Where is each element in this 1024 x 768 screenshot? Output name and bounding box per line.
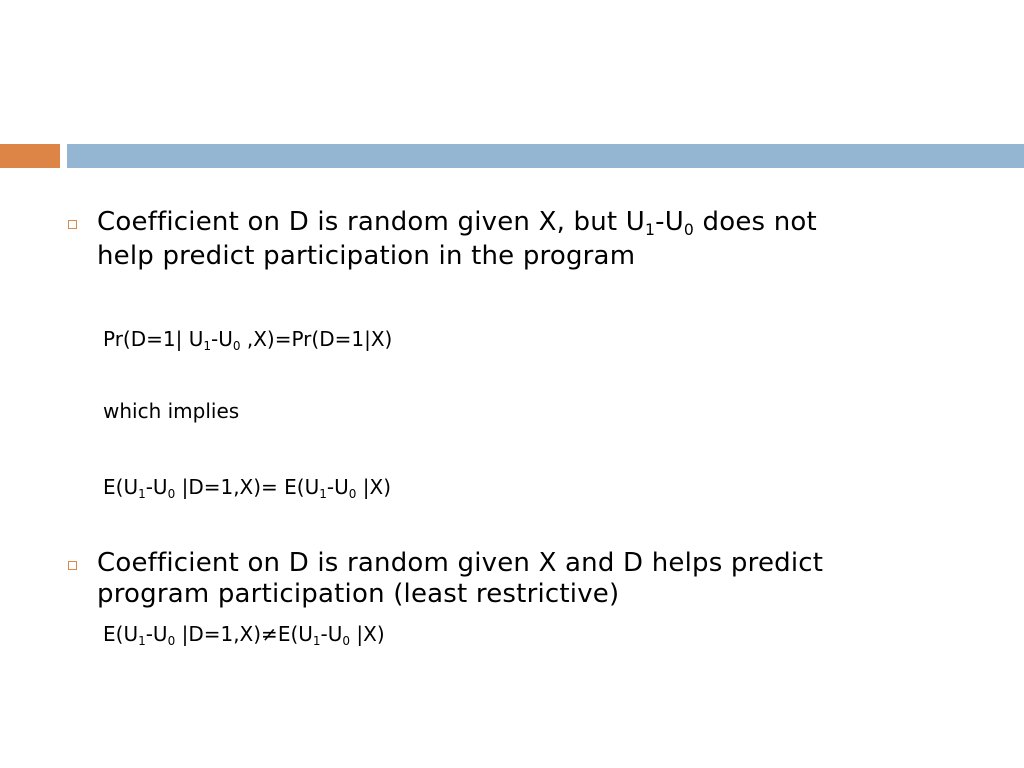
bullet-2-text: [97, 548, 823, 610]
accent-bar: [0, 144, 60, 168]
bullet-1-text: [97, 207, 817, 272]
equation-not-equal: E(U1-U0 |D=1,X)≠E(U1-U0 |X): [103, 622, 385, 648]
bullet-2-line-1: Coefficient on D is random given X and D helps predict: [97, 548, 824, 578]
equation-conditional-expectation: E(U1-U0 |D=1,X)= E(U1-U0 |X): [103, 475, 392, 501]
title-bar: [67, 144, 1024, 168]
bullet-1-line-2: help predict participation in the program: [97, 241, 636, 271]
equation-participation: Pr(D=1| U1-U0 ,X)=Pr(D=1|X): [103, 327, 393, 353]
square-bullet-icon: [68, 561, 77, 570]
bullet-2-line-2: program participation (least restrictive): [97, 579, 620, 609]
bullet-1-line-1: Coefficient on D is random given X, but U1-U0 does not: [97, 207, 817, 239]
square-bullet-icon: [68, 220, 77, 229]
implies-text: which implies: [103, 399, 240, 423]
